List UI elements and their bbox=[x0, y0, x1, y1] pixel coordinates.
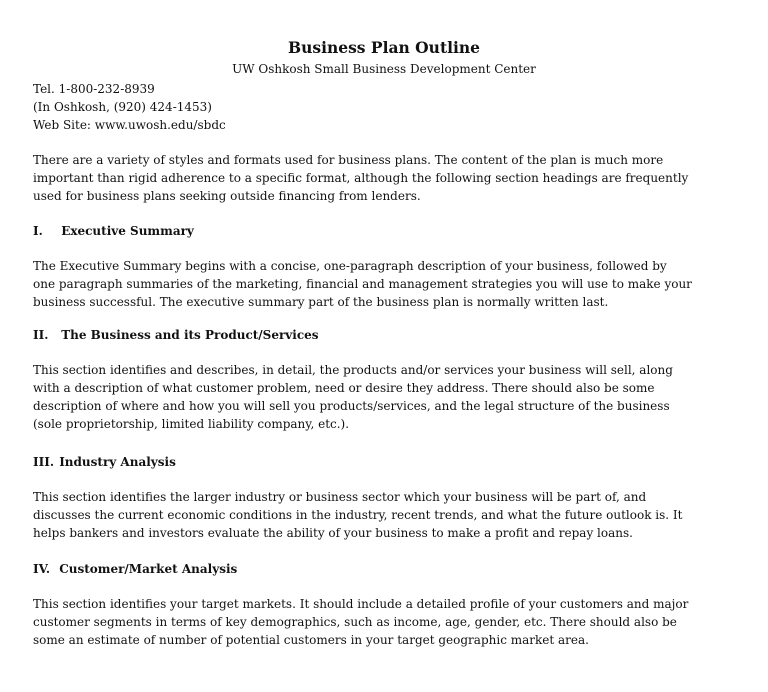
paragraph-line: used for business plans seeking outside financing from lenders. bbox=[33, 189, 421, 203]
paragraph-line: There are a variety of styles and formats used for business plans. The content of the plan is much more bbox=[33, 153, 664, 167]
contact-website: Web Site: www.uwosh.edu/sbdc bbox=[33, 118, 226, 132]
section-paragraph bbox=[33, 257, 733, 311]
paragraph-line: (sole proprietorship, limited liability company, etc.). bbox=[33, 417, 350, 431]
paragraph-line: discusses the current economic conditions in the industry, recent trends, and what the future outlook is. It bbox=[33, 508, 683, 522]
contact-block bbox=[33, 80, 226, 134]
paragraph-line: description of where and how you will sell you products/services, and the legal structure of the business bbox=[33, 399, 670, 413]
contact-tel: Tel. 1-800-232-8939 bbox=[33, 82, 155, 96]
paragraph-line: This section identifies your target markets. It should include a detailed profile of your customers and major bbox=[33, 597, 689, 611]
section-heading bbox=[33, 454, 176, 470]
section-number: II. bbox=[33, 328, 49, 342]
intro-paragraph bbox=[33, 151, 733, 205]
paragraph-line: This section identifies the larger industry or business sector which your business will be part of, and bbox=[33, 490, 647, 504]
page-subtitle: UW Oshkosh Small Business Development Center bbox=[232, 62, 536, 76]
paragraph-line: customer segments in terms of key demographics, such as income, age, gender, etc. There should also be bbox=[33, 615, 677, 629]
section-paragraph bbox=[33, 488, 733, 542]
section-title: Customer/Market Analysis bbox=[59, 562, 238, 576]
section-paragraph bbox=[33, 361, 733, 433]
paragraph-line: some an estimate of number of potential customers in your target geographic market area. bbox=[33, 633, 589, 647]
paragraph-line: This section identifies and describes, in detail, the products and/or services your business will sell, along bbox=[33, 363, 673, 377]
section-title: Executive Summary bbox=[61, 224, 194, 238]
section-number: I. bbox=[33, 224, 43, 238]
paragraph-line: important than rigid adherence to a specific format, although the following section headings are frequently bbox=[33, 171, 689, 185]
paragraph-line: one paragraph summaries of the marketing, financial and management strategies you will use to make your bbox=[33, 277, 692, 291]
section-title: The Business and its Product/Services bbox=[61, 328, 319, 342]
paragraph-line: helps bankers and investors evaluate the ability of your business to make a profit and repay loans. bbox=[33, 526, 633, 540]
paragraph-line: business successful. The executive summary part of the business plan is normally written last. bbox=[33, 295, 609, 309]
section-number: IV. bbox=[33, 562, 51, 576]
section-heading bbox=[33, 223, 194, 239]
section-heading bbox=[33, 561, 237, 577]
section-paragraph bbox=[33, 595, 733, 649]
section-title: Industry Analysis bbox=[59, 455, 176, 469]
paragraph-line: with a description of what customer problem, need or desire they address. There should also be some bbox=[33, 381, 655, 395]
paragraph-line: The Executive Summary begins with a concise, one-paragraph description of your business, followed by bbox=[33, 259, 667, 273]
section-heading bbox=[33, 327, 319, 343]
section-number: III. bbox=[33, 455, 55, 469]
page-title: Business Plan Outline bbox=[287, 38, 481, 57]
contact-oshkosh: (In Oshkosh, (920) 424-1453) bbox=[33, 100, 212, 114]
